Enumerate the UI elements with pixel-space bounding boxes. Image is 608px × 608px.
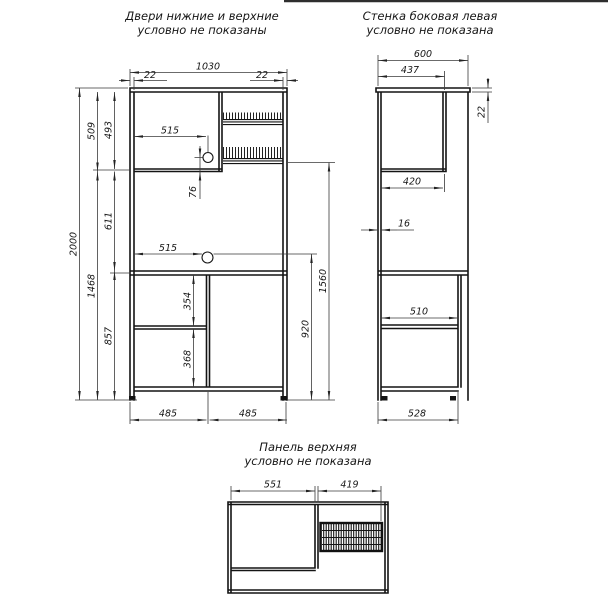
note-top-line1: Панель верхняя [259, 440, 357, 454]
dim-front-1468: 1468 [86, 273, 98, 299]
dim-front-1560: 1560 [318, 268, 329, 294]
note-front-line1: Двери нижние и верхние [125, 9, 279, 23]
upper-door-knob [203, 153, 213, 163]
dim-front-920: 920 [300, 319, 312, 339]
note-side-line2: условно не показана [366, 23, 494, 37]
dim-front-wall-left: 22 [143, 70, 157, 81]
side-cabinet-outline [376, 88, 470, 400]
dim-front-509: 509 [86, 121, 98, 141]
dim-top-419: 419 [340, 479, 359, 491]
dim-side-16: 16 [397, 218, 411, 230]
dim-front-493: 493 [103, 120, 115, 140]
lower-door-knob [202, 252, 213, 263]
note-side-line1: Стенка боковая левая [362, 9, 498, 23]
dim-top-551: 551 [263, 479, 283, 491]
dim-side-528: 528 [407, 408, 427, 420]
side-front-foot [450, 396, 456, 401]
note-top-line2: условно не показана [244, 454, 372, 468]
top-view [228, 480, 388, 594]
side-dimension-lines [361, 61, 488, 421]
dim-front-611: 611 [103, 211, 115, 231]
dim-front-height-total: 2000 [68, 231, 80, 257]
front-dimension-lines [80, 73, 330, 421]
dim-side-depth-total: 600 [413, 49, 433, 60]
note-front-line2: условно не показаны [137, 23, 267, 37]
dim-side-panel-22: 22 [476, 105, 488, 119]
dim-front-shelf-upper: 515 [160, 125, 180, 137]
dim-side-437: 437 [400, 65, 420, 76]
dim-front-368: 368 [182, 349, 194, 369]
dim-front-bottom-right: 485 [238, 408, 258, 420]
front-dish-rack-upper [223, 113, 283, 125]
dim-side-420: 420 [402, 176, 422, 188]
dim-front-wall-right: 22 [255, 70, 269, 81]
side-back-foot [382, 396, 388, 401]
dim-front-width-total: 1030 [195, 61, 221, 73]
dim-front-knob-offset: 76 [188, 185, 199, 199]
dim-side-510: 510 [409, 306, 429, 318]
front-dish-rack-lower [223, 147, 283, 164]
front-view [69, 62, 336, 425]
dim-front-shelf-lower: 515 [158, 243, 178, 254]
note-front-doors [124, 9, 279, 37]
side-view [361, 49, 492, 424]
top-dish-rack [321, 523, 383, 551]
note-side-wall [363, 9, 498, 37]
front-right-foot [281, 396, 288, 401]
side-extension-lines [378, 55, 492, 424]
dim-front-354: 354 [182, 291, 194, 311]
dim-front-857: 857 [103, 326, 115, 346]
note-top-panel [243, 440, 371, 468]
dim-front-bottom-left: 485 [158, 408, 178, 420]
front-cabinet-outline [130, 88, 287, 400]
